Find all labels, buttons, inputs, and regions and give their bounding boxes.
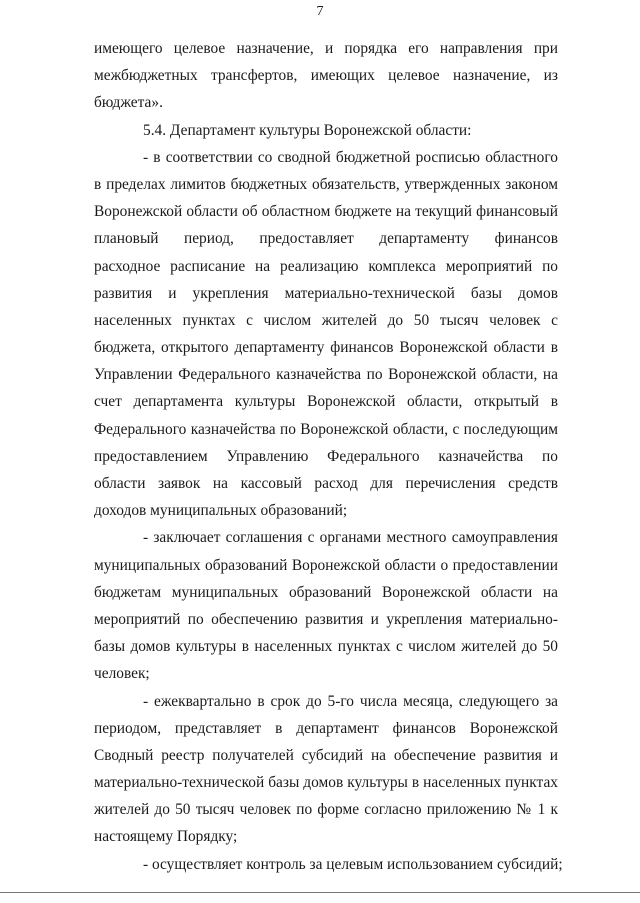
text-line: бюджета». xyxy=(94,94,163,112)
text-line: населенных пунктах с числом жителей до 50 тысяч человек с xyxy=(94,311,558,329)
text-line: - в соответствии со сводной бюджетной росписью областного xyxy=(143,148,558,166)
body-text xyxy=(94,35,563,878)
text-line: мероприятий по обеспечению развития и укрепления материально- xyxy=(94,610,558,628)
text-line: 5.4. Департамент культуры Воронежской области: xyxy=(143,121,472,139)
text-line: - осуществляет контроль за целевым использованием субсидий; xyxy=(143,855,563,873)
text-line: человек; xyxy=(94,665,150,683)
text-line: периодом, представляет в департамент финансов Воронежской xyxy=(94,719,558,737)
paragraph xyxy=(94,851,563,878)
text-line: развития и укрепления материально-технической базы домов xyxy=(94,284,558,302)
paragraph xyxy=(94,524,558,687)
text-line: базы домов культуры в населенных пунктах с числом жителей до 50 xyxy=(94,638,558,656)
text-line: плановый период, предоставляет департаменту финансов xyxy=(94,230,558,248)
text-line: - ежеквартально в срок до 5-го числа месяца, следующего за xyxy=(143,692,558,710)
paragraph xyxy=(94,35,558,117)
text-line: межбюджетных трансфертов, имеющих целевое назначение, из xyxy=(94,67,558,85)
paragraph xyxy=(94,117,558,144)
text-line: бюджетам муниципальных образований Воронежской области на xyxy=(94,583,558,601)
text-line: муниципальных образований Воронежской области о предоставлении xyxy=(94,556,558,574)
text-line: Воронежской области об областном бюджете на текущий финансовый xyxy=(94,203,558,221)
text-line: - заключает соглашения с органами местного самоуправления xyxy=(143,529,558,547)
text-line: области заявок на кассовый расход для перечисления средств xyxy=(94,475,558,492)
text-line: жителей до 50 тысяч человек по форме согласно приложению № 1 к xyxy=(94,801,558,819)
text-line: Сводный реестр получателей субсидий на обеспечение развития и xyxy=(94,746,558,764)
text-line: бюджета, открытого департаменту финансов Воронежской области в xyxy=(94,339,558,357)
bottom-rule xyxy=(0,892,640,893)
text-line: доходов муниципальных образований; xyxy=(94,502,348,520)
text-line: счет департамента культуры Воронежской области, открытый в xyxy=(94,393,558,411)
text-line: материально-технической базы домов культуры в населенных пунктах xyxy=(94,774,558,792)
page-number: 7 xyxy=(316,4,324,19)
text-line: предоставлением Управлению Федерального казначейства по xyxy=(94,447,558,465)
text-line: Федерального казначейства по Воронежской области, с последующим xyxy=(94,420,558,438)
text-line: в пределах лимитов бюджетных обязательств, утвержденных законом xyxy=(94,175,558,193)
text-line: Управлении Федерального казначейства по Воронежской области, на xyxy=(94,366,558,384)
text-line: имеющего целевое назначение, и порядка его направления при xyxy=(94,40,558,57)
paragraph xyxy=(94,144,558,525)
text-line: настоящему Порядку; xyxy=(94,828,238,846)
text-line: расходное расписание на реализацию комплекса мероприятий по xyxy=(94,257,558,275)
paragraph xyxy=(94,688,558,851)
